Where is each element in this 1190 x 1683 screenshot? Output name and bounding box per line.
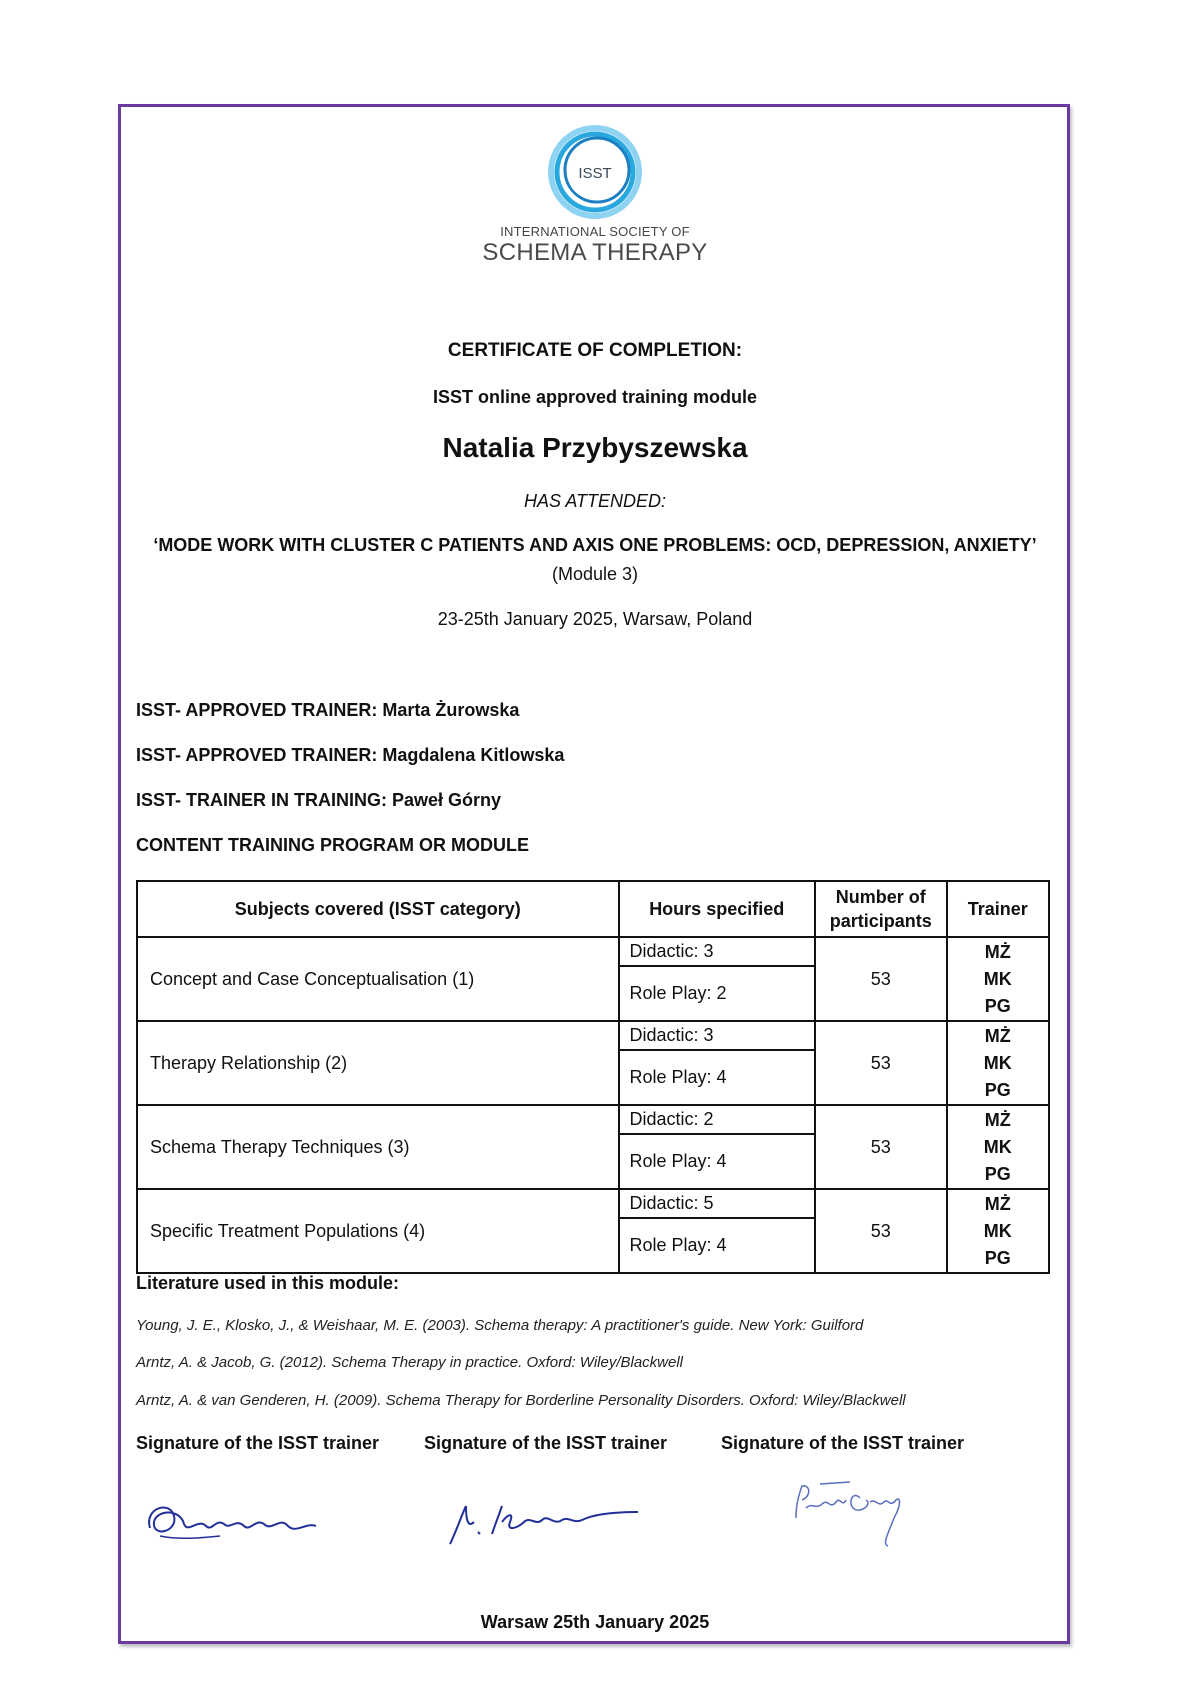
certificate-border — [118, 104, 1070, 1644]
subject-cell: Therapy Relationship (2) — [137, 1021, 619, 1105]
table-row — [137, 937, 1049, 966]
roleplay-cell: Role Play: 4 — [619, 1218, 815, 1273]
logo-badge-text: ISST — [578, 165, 612, 182]
table-header-row — [137, 881, 1049, 937]
module-number: (Module 3) — [551, 564, 639, 584]
header-subjects: Subjects covered (ISST category) — [137, 881, 619, 937]
trainer-cell: MŻ MK PG — [947, 1105, 1049, 1189]
didactic-cell: Didactic: 3 — [619, 937, 815, 966]
didactic-cell: Didactic: 2 — [619, 1105, 815, 1134]
participants-cell: 53 — [815, 1105, 947, 1189]
attended-label: HAS ATTENDED: — [523, 491, 666, 511]
course-date: 23-25th January 2025, Warsaw, Poland — [437, 609, 753, 629]
subject-cell: Specific Treatment Populations (4) — [137, 1189, 619, 1273]
signature-2 — [444, 1492, 644, 1552]
recipient-name: Natalia Przybyszewska — [442, 432, 748, 463]
course-title: ‘MODE WORK WITH CLUSTER C PATIENTS AND AXIS ONE PROBLEMS: OCD, DEPRESSION, ANXIETY’ — [153, 535, 1037, 555]
participants-cell: 53 — [815, 1189, 947, 1273]
roleplay-cell: Role Play: 2 — [619, 966, 815, 1021]
table-row — [137, 1021, 1049, 1050]
didactic-cell: Didactic: 3 — [619, 1021, 815, 1050]
trainer-cell: MŻ MK PG — [947, 1189, 1049, 1273]
header-trainer: Trainer — [947, 881, 1049, 937]
subject-cell: Concept and Case Conceptualisation (1) — [137, 937, 619, 1021]
trainer-line: ISST- APPROVED TRAINER: Magdalena Kitlowska — [136, 745, 565, 765]
trainer-cell: MŻ MK PG — [947, 1021, 1049, 1105]
certificate-heading: CERTIFICATE OF COMPLETION: — [447, 340, 743, 361]
literature-heading: Literature used in this module: — [136, 1273, 400, 1293]
table-row — [137, 1189, 1049, 1218]
trainer-line: ISST- APPROVED TRAINER: Marta Żurowska — [136, 700, 520, 720]
header-participants: Number of participants — [815, 881, 947, 937]
signature-label: Signature of the ISST trainer — [136, 1433, 380, 1453]
logo-subtitle: INTERNATIONAL SOCIETY OF — [500, 224, 690, 239]
issue-date: Warsaw 25th January 2025 — [480, 1612, 710, 1632]
subject-cell: Schema Therapy Techniques (3) — [137, 1105, 619, 1189]
literature-ref: Arntz, A. & van Genderen, H. (2009). Schema Therapy for Borderline Personality Disorders. Oxford: Wiley/Blackwell — [136, 1392, 906, 1409]
signature-label: Signature of the ISST trainer — [721, 1433, 965, 1453]
signature-3 — [790, 1478, 910, 1550]
literature-ref: Young, J. E., Klosko, J., & Weishaar, M. E. (2003). Schema therapy: A practitioner's guide. New York: Guilford — [136, 1317, 864, 1334]
literature-ref: Arntz, A. & Jacob, G. (2012). Schema Therapy in practice. Oxford: Wiley/Blackwell — [136, 1354, 684, 1371]
certificate-subheading: ISST online approved training module — [432, 387, 758, 407]
participants-cell: 53 — [815, 937, 947, 1021]
training-table — [136, 880, 1050, 1274]
signature-1 — [140, 1488, 330, 1548]
trainer-line: ISST- TRAINER IN TRAINING: Paweł Górny — [136, 790, 502, 810]
roleplay-cell: Role Play: 4 — [619, 1134, 815, 1189]
table-row — [137, 1105, 1049, 1134]
roleplay-cell: Role Play: 4 — [619, 1050, 815, 1105]
header-hours: Hours specified — [619, 881, 815, 937]
isst-logo — [545, 122, 645, 222]
content-heading: CONTENT TRAINING PROGRAM OR MODULE — [136, 835, 529, 855]
didactic-cell: Didactic: 5 — [619, 1189, 815, 1218]
participants-cell: 53 — [815, 1021, 947, 1105]
logo-title: SCHEMA THERAPY — [482, 239, 708, 266]
signature-label: Signature of the ISST trainer — [424, 1433, 668, 1453]
trainer-cell: MŻ MK PG — [947, 937, 1049, 1021]
